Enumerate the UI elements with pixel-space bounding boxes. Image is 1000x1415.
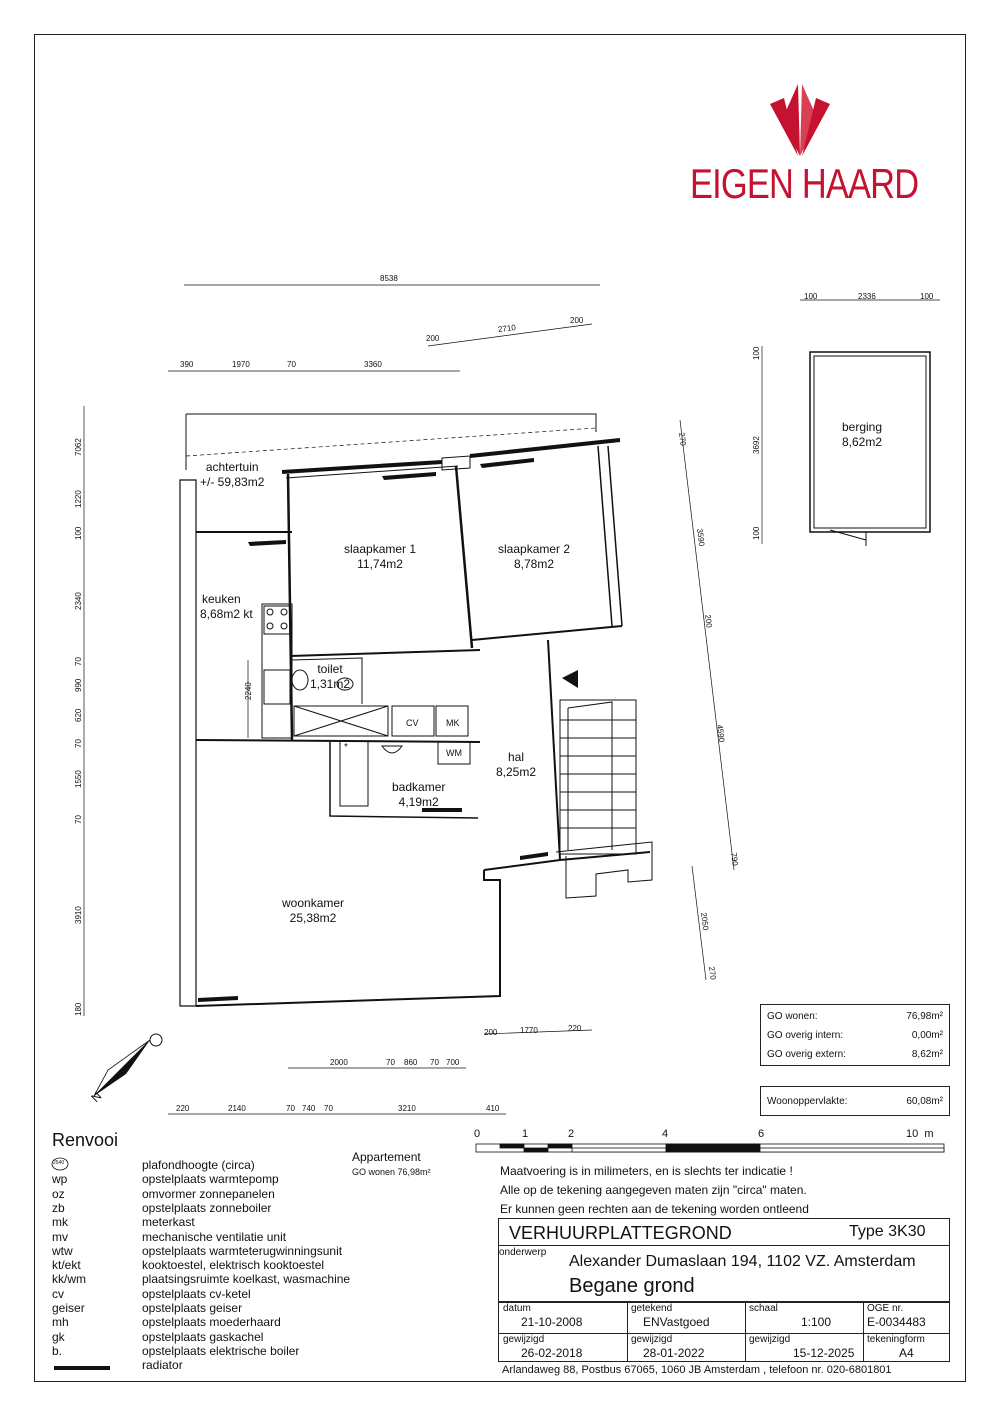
dim-top: 70: [287, 360, 296, 369]
fixture-cv: CV: [406, 718, 419, 728]
dim-left: 1220: [74, 490, 83, 508]
dim-left: 990: [74, 678, 83, 692]
room-slaapkamer-1: slaapkamer 1 11,74m2: [344, 542, 417, 571]
dim-right-lower: 2050: [699, 912, 711, 931]
dim-bottom-diag: 1770: [520, 1026, 538, 1035]
woonoppervlakte-box: Woonoppervlakte: 60,08m²: [760, 1086, 950, 1116]
compass-label: N: [88, 1088, 105, 1106]
dim-left: 1550: [74, 770, 83, 788]
legend-code: zb: [52, 1200, 65, 1215]
dim-bottom2: 70: [286, 1104, 295, 1113]
brand-name: EIGEN HAARD: [690, 160, 919, 207]
dim-bottom: 70: [386, 1058, 395, 1067]
dim-left: 620: [74, 708, 83, 722]
dim-left: 2340: [74, 592, 83, 610]
legend-code: cv: [52, 1286, 64, 1301]
legend-code: wtw: [52, 1243, 73, 1258]
dim-left: 70: [74, 739, 83, 748]
fixture-mk: MK: [446, 718, 460, 728]
legend-desc: mechanische ventilatie unit: [142, 1229, 287, 1244]
scale-label: 6: [758, 1128, 765, 1140]
room-achtertuin: achtertuin +/- 59,83m2: [200, 460, 265, 489]
dim-bottom: 70: [430, 1058, 439, 1067]
dim-diag: 2710: [497, 322, 517, 335]
note-2: Alle op de tekening aangegeven maten zijn "circa" maten.: [500, 1183, 807, 1197]
legend-desc: kooktoestel, elektrisch kooktoestel: [142, 1258, 325, 1273]
dim-berging: 100: [920, 292, 934, 301]
dim-berging: 2336: [858, 292, 876, 301]
dim-bottom: 700: [446, 1058, 460, 1067]
dim-bottom2: 220: [176, 1104, 190, 1113]
legend-desc: meterkast: [142, 1215, 195, 1230]
room-badkamer: badkamer 4,19m2: [392, 780, 446, 809]
legend-desc: opstelplaats warmtepomp: [142, 1172, 279, 1187]
room-berging: berging 8,62m2: [842, 420, 883, 449]
room-hal: hal 8,25m2: [496, 750, 537, 779]
dim-diag: 200: [570, 316, 584, 325]
legend-desc: opstelplaats zonneboiler: [142, 1200, 272, 1215]
legend-desc: plafondhoogte (circa): [142, 1158, 255, 1172]
dim-berging-side: 100: [752, 526, 761, 540]
dim-top: 1970: [232, 360, 250, 369]
ceiling-height-symbol: 2540: [53, 1160, 65, 1166]
scale-label: 4: [662, 1128, 669, 1140]
titleblock-grid: datum 21-10-2008 getekend ENVastgoed schaal 1:100 OGE nr. E-0034483 gewijzigd 26-02-2018 gewijzigd 28-01-2022 gewijzigd 15-12-2025 tekeningform A4: [498, 1302, 950, 1362]
onderwerp-label: onderwerp: [499, 1247, 547, 1258]
plan-type: Type 3K30: [849, 1223, 926, 1240]
dim-bottom-diag: 220: [568, 1024, 582, 1033]
dim-bottom2: 2140: [228, 1104, 246, 1113]
room-woonkamer: woonkamer 25,38m2: [282, 896, 345, 925]
scale-label: 10 m: [906, 1128, 934, 1140]
legend-desc: omvormer zonnepanelen: [142, 1186, 275, 1201]
floor-name: Begane grond: [569, 1275, 695, 1297]
legend-desc: radiator: [142, 1358, 183, 1373]
legend-desc: opstelplaats geiser: [142, 1301, 243, 1315]
note-3: Er kunnen geen rechten aan de tekening worden ontleend: [500, 1202, 809, 1216]
legend-desc: plaatsingsruimte koelkast, wasmachine: [142, 1272, 351, 1287]
room-toilet: toilet 1,31m2: [310, 662, 351, 691]
compass-icon: [94, 1034, 162, 1096]
scale-bar: [476, 1144, 944, 1152]
dim-left: 180: [74, 1002, 83, 1016]
room-slaapkamer-2: slaapkamer 2 8,78m2: [498, 542, 571, 571]
dim-bottom2: 70: [324, 1104, 333, 1113]
legend-desc: opstelplaats elektrische boiler: [142, 1343, 300, 1358]
apartment-title: Appartement: [352, 1150, 421, 1164]
area-summary-box: GO wonen: 76,98m² GO overig intern: 0,00m² GO overig extern: 8,62m²: [760, 1004, 950, 1066]
legend-code: oz: [52, 1186, 65, 1201]
legend-desc: opstelplaats warmteterugwinningsunit: [142, 1243, 343, 1258]
dim-top: 3360: [364, 360, 382, 369]
counter-dimension: 2240: [244, 682, 253, 700]
dim-left: 7062: [74, 438, 83, 456]
dim-top-total: 8538: [380, 274, 398, 283]
dim-right: 790: [729, 852, 740, 867]
dim-bottom2: 3210: [398, 1104, 416, 1113]
dim-top: 390: [180, 360, 194, 369]
logo-icon: [770, 84, 830, 156]
legend-desc: opstelplaats cv-ketel: [142, 1286, 251, 1301]
scale-label: 2: [568, 1128, 575, 1140]
room-keuken: keuken 8,68m2 kt: [200, 592, 253, 621]
dim-bottom: 2000: [330, 1058, 348, 1067]
note-1: Maatvoering is in milimeters, en is slechts ter indicatie !: [500, 1164, 793, 1178]
dim-berging-side: 100: [752, 346, 761, 360]
legend-code: mh: [52, 1315, 69, 1330]
dim-left: 70: [74, 657, 83, 666]
dim-left: 100: [74, 526, 83, 540]
dim-bottom: 860: [404, 1058, 418, 1067]
legend-code: wp: [52, 1172, 68, 1187]
dim-right: 3590: [695, 528, 707, 547]
fixture-wm: WM: [446, 748, 462, 758]
titleblock-header: [498, 1218, 950, 1302]
dim-berging-side: 3692: [752, 436, 761, 454]
footer-address: Arlandaweg 88, Postbus 67065, 1060 JB Amsterdam , telefoon nr. 020-6801801: [502, 1364, 892, 1376]
legend-desc: opstelplaats gaskachel: [142, 1329, 264, 1344]
legend-title: Renvooi: [52, 1130, 119, 1150]
address: Alexander Dumaslaan 194, 1102 VZ. Amsterdam: [569, 1253, 916, 1270]
legend-code: mk: [52, 1215, 68, 1230]
legend-desc: opstelplaats moederhaard: [142, 1315, 281, 1330]
dim-diag: 200: [426, 334, 440, 343]
dim-bottom-diag: 200: [484, 1028, 498, 1037]
dim-bottom2: 740: [302, 1104, 316, 1113]
legend-code: b.: [52, 1343, 63, 1358]
dim-bottom2: 410: [486, 1104, 500, 1113]
scale-label: 0: [474, 1128, 481, 1140]
dim-right: 200: [703, 614, 714, 629]
legend-code: kt/ekt: [52, 1258, 81, 1273]
legend-code: gk: [52, 1329, 65, 1344]
dim-right: 270: [677, 432, 688, 447]
dim-left: 70: [74, 815, 83, 824]
dim-right-lower: 270: [707, 966, 718, 981]
legend-code: geiser: [52, 1301, 85, 1315]
scale-label: 1: [522, 1128, 529, 1140]
dim-right: 4590: [715, 724, 727, 743]
plan-title: VERHUURPLATTEGROND: [509, 1223, 732, 1243]
geiser-mark: *: [344, 742, 348, 753]
dim-left: 3910: [74, 906, 83, 924]
legend-code: kk/wm: [52, 1272, 86, 1287]
apartment-sub: GO wonen 76,98m²: [352, 1167, 431, 1177]
dim-berging: 100: [804, 292, 818, 301]
legend-code: mv: [52, 1229, 68, 1244]
